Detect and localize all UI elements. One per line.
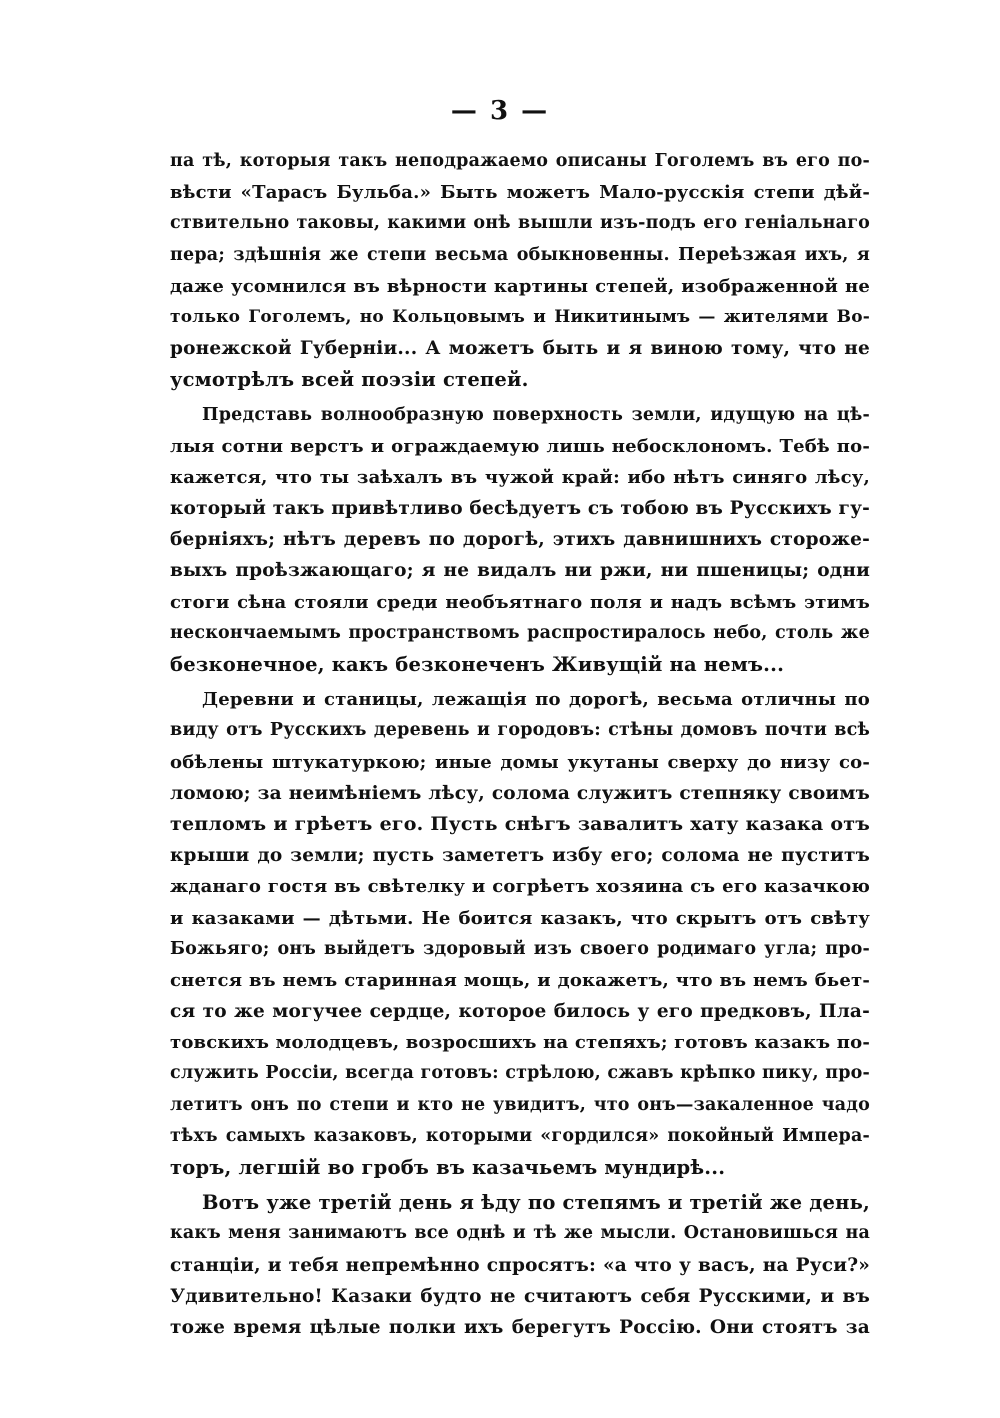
body-text: [170, 146, 870, 1343]
text-line: Удивительно! Казаки будто не считаютъ себя Русскими, и въ: [170, 1285, 870, 1307]
text-line: летитъ онъ по степи и кто не увидитъ, что онъ—закаленное чадо: [170, 1094, 870, 1115]
text-line: тѣхъ самыхъ казаковъ, которыми «гордился» покойный Импера-: [170, 1125, 870, 1146]
text-line: только Гоголемъ, но Кольцовымъ и Никитинымъ — жителями Во-: [170, 306, 870, 327]
text-line: снется въ немъ старинная мощь, и докажетъ, что въ немъ бьет-: [170, 969, 870, 991]
text-line: ронежской Губерніи... А можетъ быть и я виною тому, что не: [170, 338, 870, 360]
text-line: и казаками — дѣтьми. Не боится казакъ, что скрытъ отъ свѣту: [170, 907, 870, 929]
text-line: даже усомнился въ вѣрности картины степей, изображенной не: [170, 275, 870, 297]
text-line: усмотрѣлъ всей поэзіи степей.: [170, 368, 529, 392]
text-line: кажется, что ты заѣхалъ въ чужой край: ибо нѣтъ синяго лѣсу,: [170, 466, 870, 488]
text-line: служить Россіи, всегда готовъ: стрѣлою, сжавъ крѣпко пику, про-: [170, 1063, 870, 1084]
text-line: Вотъ уже третій день я ѣду по степямъ и третій же день,: [202, 1191, 870, 1215]
text-line: берніяхъ; нѣтъ деревъ по дорогѣ, этихъ давнишнихъ стороже-: [170, 529, 870, 551]
text-line: пера; здѣшнія же степи весьма обыкновенны. Переѣзжая ихъ, я: [170, 244, 870, 265]
text-line: тоже время цѣлые полки ихъ берегутъ Россію. Они стоятъ за: [170, 1316, 870, 1338]
page-number: — 3 —: [450, 96, 550, 126]
text-line: вѣсти «Тарасъ Бульба.» Быть можетъ Мало-русскія степи дѣй-: [170, 182, 870, 204]
text-line: ломою; за неимѣніемъ лѣсу, солома служитъ степняку своимъ: [170, 782, 870, 804]
text-line: ствительно таковы, какими онѣ вышли изъ-подъ его геніальнаго: [170, 213, 870, 234]
text-line: Деревни и станицы, лежащія по дорогѣ, весьма отличны по: [202, 689, 870, 711]
text-line: нескончаемымъ пространствомъ распростиралось небо, столь же: [170, 622, 870, 643]
paragraph-3: [170, 684, 870, 1183]
paragraph-2: [170, 400, 870, 681]
text-line: лыя сотни верстъ и ограждаемую лишь небосклономъ. Тебѣ по-: [170, 435, 870, 457]
text-line: виду отъ Русскихъ деревень и городовъ: стѣны домовъ почти всѣ: [170, 720, 870, 741]
text-line: товскихъ молодцевъ, возросшихъ на степяхъ; готовъ казакъ по-: [170, 1032, 870, 1054]
text-line: какъ меня занимаютъ все однѣ и тѣ же мысли. Остановишься на: [170, 1223, 870, 1244]
paragraph-1: [170, 146, 870, 396]
text-line: крыши до земли; пусть замететъ избу его; солома не пуститъ: [170, 845, 870, 867]
text-line: который такъ привѣтливо бесѣдуетъ съ тобою въ Русскихъ гу-: [170, 498, 870, 520]
text-line: жданаго гостя въ свѣтелку и согрѣетъ хозяина съ его казачкою: [170, 876, 870, 898]
text-line: ся то же могучее сердце, которое билось у его предковъ, Пла-: [170, 1001, 870, 1023]
text-line: Божьяго; онъ выйдетъ здоровый изъ своего родимаго угла; про-: [170, 938, 870, 959]
text-line: па тѣ, которыя такъ неподражаемо описаны Гоголемъ въ его по-: [170, 151, 870, 171]
text-line: выхъ проѣзжающаго; я не видалъ ни ржи, ни пшеницы; одни: [170, 560, 870, 582]
text-line: безконечное, какъ безконеченъ Живущій на немъ...: [170, 653, 785, 676]
text-line: обѣлены штукатуркою; иные домы укутаны сверху до низу со-: [170, 751, 870, 773]
paragraph-4: [170, 1187, 870, 1343]
text-line: торъ, легшій во гробъ въ казачьемъ мундирѣ...: [170, 1156, 726, 1179]
text-line: станціи, и тебя непремѣнно спросятъ: «а что у васъ, на Руси?»: [170, 1254, 870, 1276]
text-line: стоги сѣна стояли среди необъятнаго поля и надъ всѣмъ этимъ: [170, 591, 870, 613]
text-line: Представь волнообразную поверхность земли, идущую на цѣ-: [202, 404, 870, 425]
text-line: тепломъ и грѣетъ его. Пусть снѣгъ завалитъ хату казака отъ: [170, 812, 870, 835]
